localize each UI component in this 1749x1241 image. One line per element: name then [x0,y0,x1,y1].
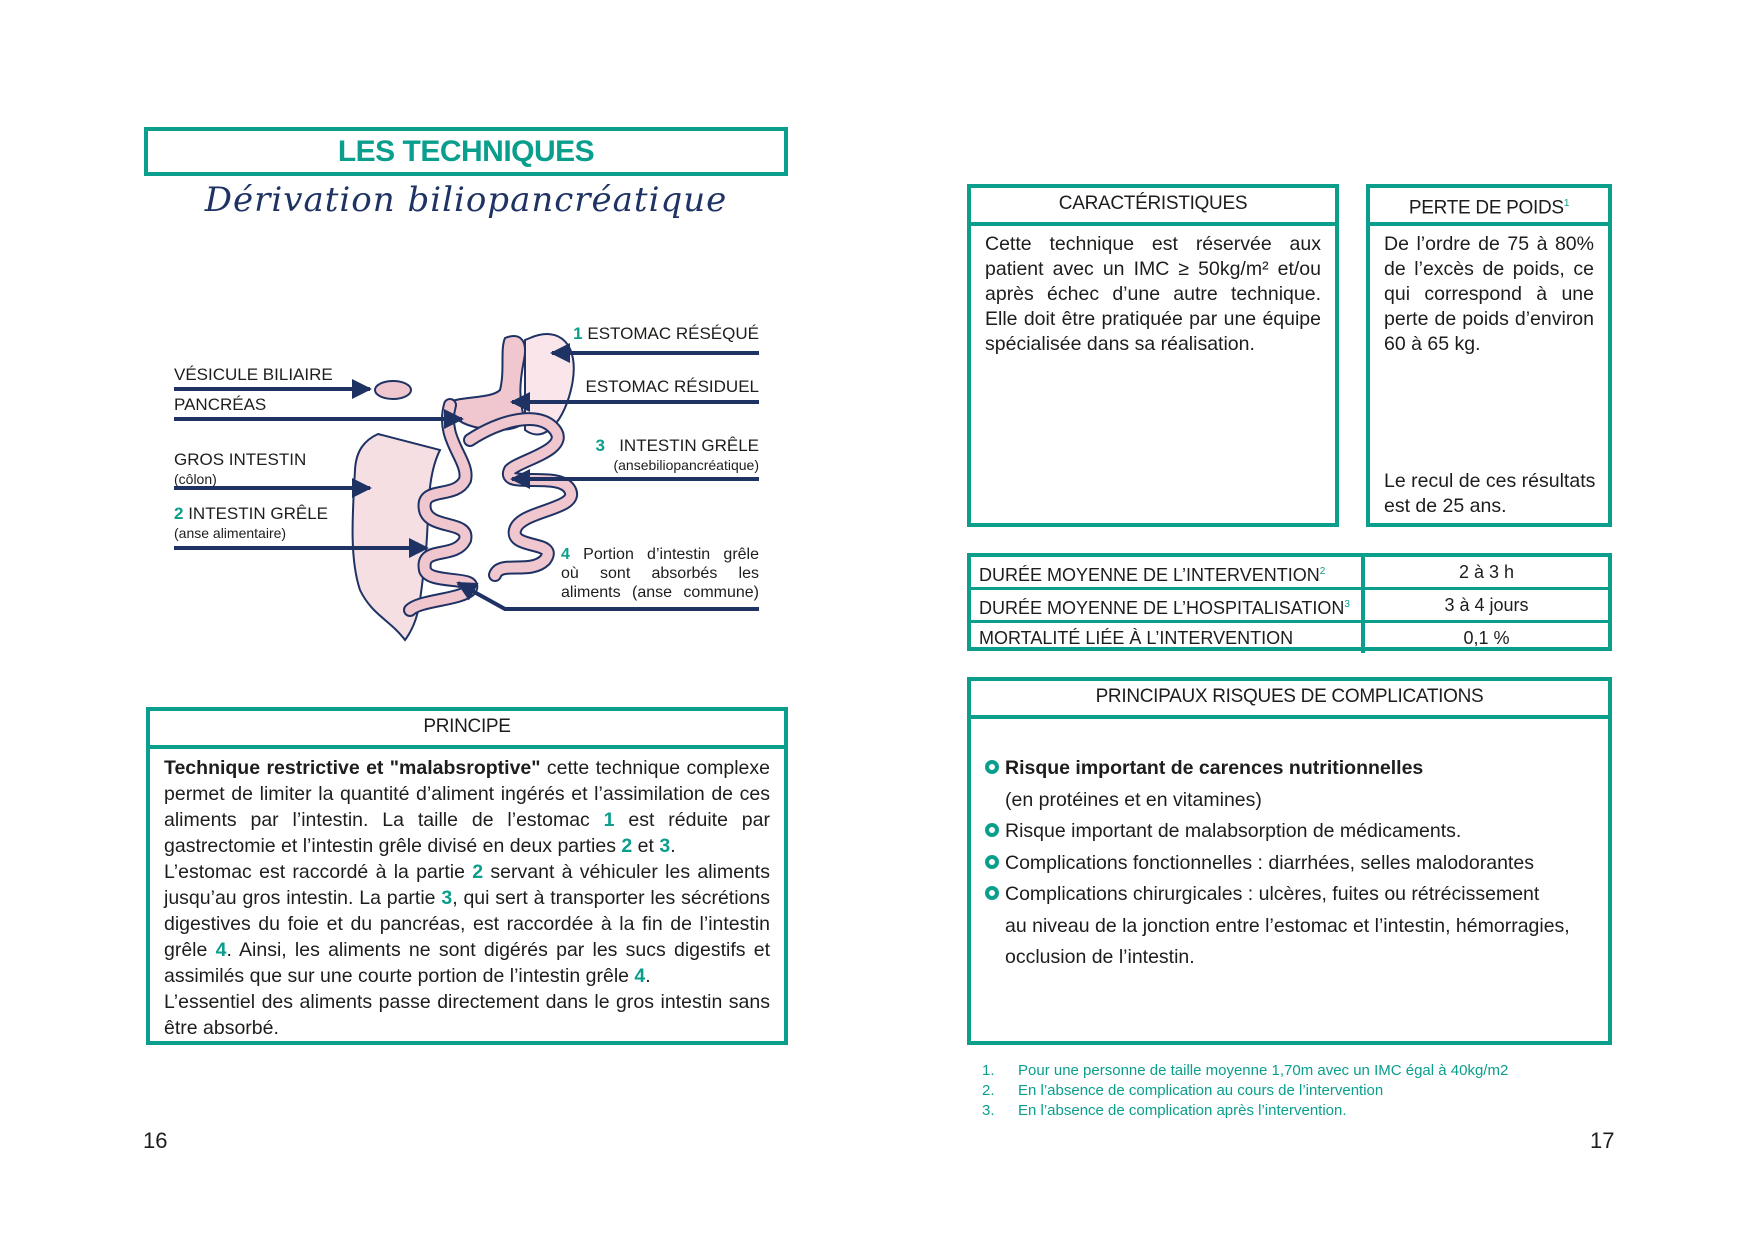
label-number: 2 [174,504,184,523]
label-number: 4 [561,546,570,563]
table-row [971,590,1608,623]
footnote: 1. Pour une personne de taille moyenne 1,70m avec un IMC égal à 40kg/m2 [982,1062,1509,1079]
circle-bullet-icon [985,823,999,837]
stat-value: 2 à 3 h [1458,562,1515,582]
caracteristiques-text: Cette technique est réservée aux patient avec un IMC ≥ 50kg/m² et/ou après échec d’une autre technique. Elle doit être pratiquée par une équipe spécialisée dans sa réalisation. [985,233,1321,355]
perte-de-poids-text: De l’ordre de 75 à 80% de l’excès de poids, ce qui correspond à une perte de poids d’environ 60 à 65 kg. [1384,233,1594,355]
section-title-text: LES TECHNIQUES [337,135,595,168]
label-line: aliments (anse commune) [561,584,759,601]
label-pancreas: PANCRÉAS [174,395,267,414]
label-number: 1 [573,324,583,343]
circle-bullet-icon [985,760,999,774]
caracteristiques-box [967,184,1339,527]
label-portion-4 [561,545,759,602]
label-text: INTESTIN GRÊLE [188,504,329,523]
circle-bullet-icon [985,886,999,900]
stat-label: DURÉE MOYENNE DE L’INTERVENTION$^2$ [971,557,1365,587]
technique-subtitle: Dérivation biliopancréatique [204,180,728,220]
stat-label: DURÉE MOYENNE DE L’HOSPITALISATION$^3$ [971,590,1365,620]
risques-box [967,677,1612,1045]
label-sub: (ansebiliopancréatique) [613,457,759,473]
label-number: 3 [595,436,606,455]
circle-bullet-icon [985,855,999,869]
label-gros-intestin [174,450,306,489]
principe-box [146,707,788,1045]
label-vesicule: VÉSICULE BILIAIRE [174,365,333,384]
list-item-continuation: au niveau de la jonction entre l’estomac et l’intestin, hémorragies, [1005,914,1570,937]
label-text: GROS INTESTIN [174,450,307,469]
label-estomac-residuel: ESTOMAC RÉSIDUEL [585,377,759,396]
stat-value: 3 à 4 jours [1444,595,1529,615]
stats-table [967,553,1612,651]
gallbladder-shape [375,381,411,399]
page-number-left: 16 [143,1128,168,1153]
recul-text: Le recul de ces résultats est de 25 ans. [1384,470,1596,517]
label-text: ESTOMAC RÉSÉQUÉ [587,324,759,343]
list-item-continuation: occlusion de l’intestin. [1005,946,1195,968]
label-sub: (anse alimentaire) [174,525,287,541]
table-row [971,557,1608,590]
footnote: 2. En l’absence de complication au cours de l’intervention [982,1082,1384,1099]
stat-label: MORTALITÉ LIÉE À L’INTERVENTION [971,623,1365,653]
label-line: où sont absorbés les [561,565,759,582]
perte-de-poids-box [1366,184,1612,527]
principe-header: PRINCIPE [150,711,784,749]
label-line: Portion d’intestin grêle [583,546,760,563]
list-item: Complications fonctionnelles : diarrhées, selles malodorantes [985,848,1596,880]
principe-lead: Technique restrictive et "malabsroptive" [164,757,541,779]
page-number-right: 17 [1590,1128,1615,1153]
label-grele-2 [174,504,328,543]
footnote: 3. En l’absence de complication après l’intervention. [982,1102,1347,1119]
principe-text: Technique restrictive et "malabsroptive" cette technique complexe permet de limiter la quantité d’aliment ingérés et l’assimilation de ces aliments par l’intestin. La taille de l’estomac 1 est réduite par gastrectomie et l’intestin grêle divisé en deux parties 2 et 3. L’estomac est raccordé à la partie 2 servant à véhiculer les aliments jusqu’au gros intestin. La partie 3, qui sert à transporter les sécrétions digestives du foie et du pancréas, est raccordée à la fin de l’intestin grêle 4. Ainsi, les aliments ne sont digérés par les sucs digestifs et assimilés que sur une courte portion de l’intestin grêle 4. L’essentiel des aliments passe directement dans le gros intestin sans être absorbé. [164,757,770,1039]
stat-value: 0,1 % [1463,628,1510,648]
label-text: INTESTIN GRÊLE [619,436,759,455]
list-item: Risque important de carences nutritionnelles [985,753,1596,785]
risques-list [971,719,1608,974]
table-row [971,623,1608,653]
risques-header: PRINCIPAUX RISQUES DE COMPLICATIONS [971,681,1608,719]
list-item-continuation: (en protéines et en vitamines) [1005,788,1262,811]
label-grele-3 [596,436,759,475]
list-item: Complications chirurgicales : ulcères, fuites ou rétrécissement [985,879,1596,911]
label-sub: (côlon) [174,471,217,487]
list-item: Risque important de malabsorption de médicaments. [985,816,1596,848]
caracteristiques-header: CARACTÉRISTIQUES [971,188,1335,226]
label-estomac-reseque [573,324,759,343]
perte-de-poids-header: PERTE DE POIDS$^1$ [1370,188,1608,226]
